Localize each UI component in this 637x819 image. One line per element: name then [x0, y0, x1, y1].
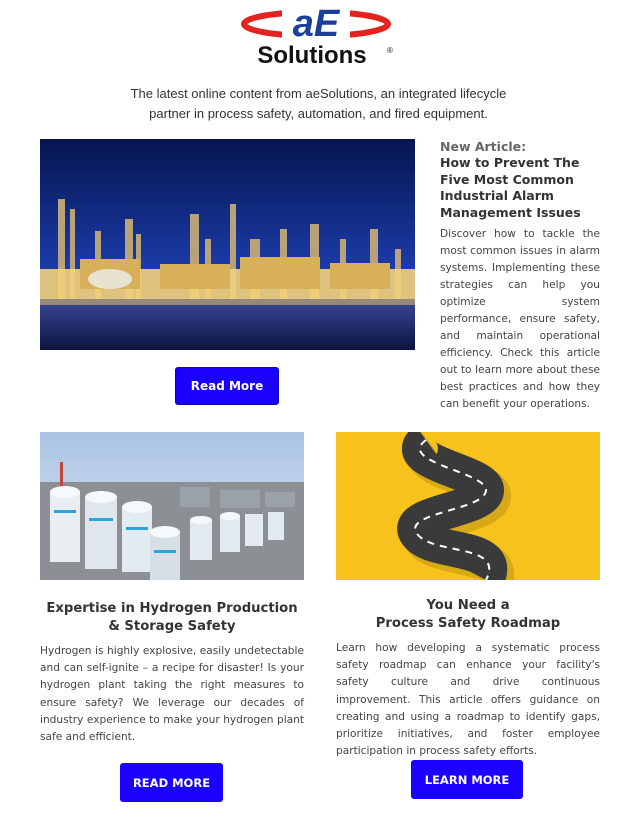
winding-road-illustration[interactable] [336, 432, 600, 580]
hydrogen-card-description: Hydrogen is highly explosive, easily undetectable and can self-ignite – a recipe for disaster! Is your hydrogen plant taking the right measures to ensure safety? We leverage our decades of industry experience to make your hydrogen plant safe and efficient. [40, 645, 304, 744]
read-more-button[interactable]: Read More [175, 367, 279, 405]
hydrogen-card-title[interactable] [40, 600, 304, 635]
refinery-at-night-photo[interactable] [40, 139, 415, 350]
new-article-label: New Article: [440, 139, 527, 154]
roadmap-card-description: Learn how developing a systematic process safety roadmap can enhance your facility's safety culture and drive continuous improvement. This article offers guidance on creating and using a roadmap to identify gaps, prioritize initiatives, and foster employee participation in process safety efforts. [336, 642, 600, 758]
hydrogen-read-more-button[interactable]: READ MORE [120, 763, 223, 802]
featured-article-title[interactable]: How to Prevent The Five Most Common Industrial Alarm Management Issues [440, 155, 581, 220]
aesolutions-logo[interactable] [240, 3, 396, 67]
registered-mark: ® [387, 46, 393, 55]
intro-text [0, 84, 637, 124]
featured-article [440, 139, 600, 413]
intro-line-2: partner in process safety, automation, and fired equipment. [149, 106, 488, 121]
hydrogen-storage-tanks-photo[interactable] [40, 432, 304, 580]
hydrogen-title-line-1: Expertise in Hydrogen Production [46, 601, 298, 616]
featured-article-description: Discover how to tackle the most common issues in alarm systems. Implementing these strategies can help you optimize system performance, ensure safety, and maintain operational efficiency. Check this article out to learn more about these best practices and how they can benefit your operations. [440, 228, 600, 410]
hydrogen-title-line-2: & Storage Safety [108, 618, 236, 634]
logo-mark-text: aE [292, 3, 340, 45]
roadmap-title-line-2: Process Safety Roadmap [375, 615, 561, 631]
intro-line-1: The latest online content from aeSolutions, an integrated lifecycle [130, 86, 507, 101]
roadmap-card-title[interactable] [336, 597, 600, 632]
logo-wordmark: Solutions [257, 42, 367, 67]
roadmap-learn-more-button[interactable]: LEARN MORE [411, 760, 523, 799]
roadmap-title-line-1: You Need a [426, 598, 510, 613]
